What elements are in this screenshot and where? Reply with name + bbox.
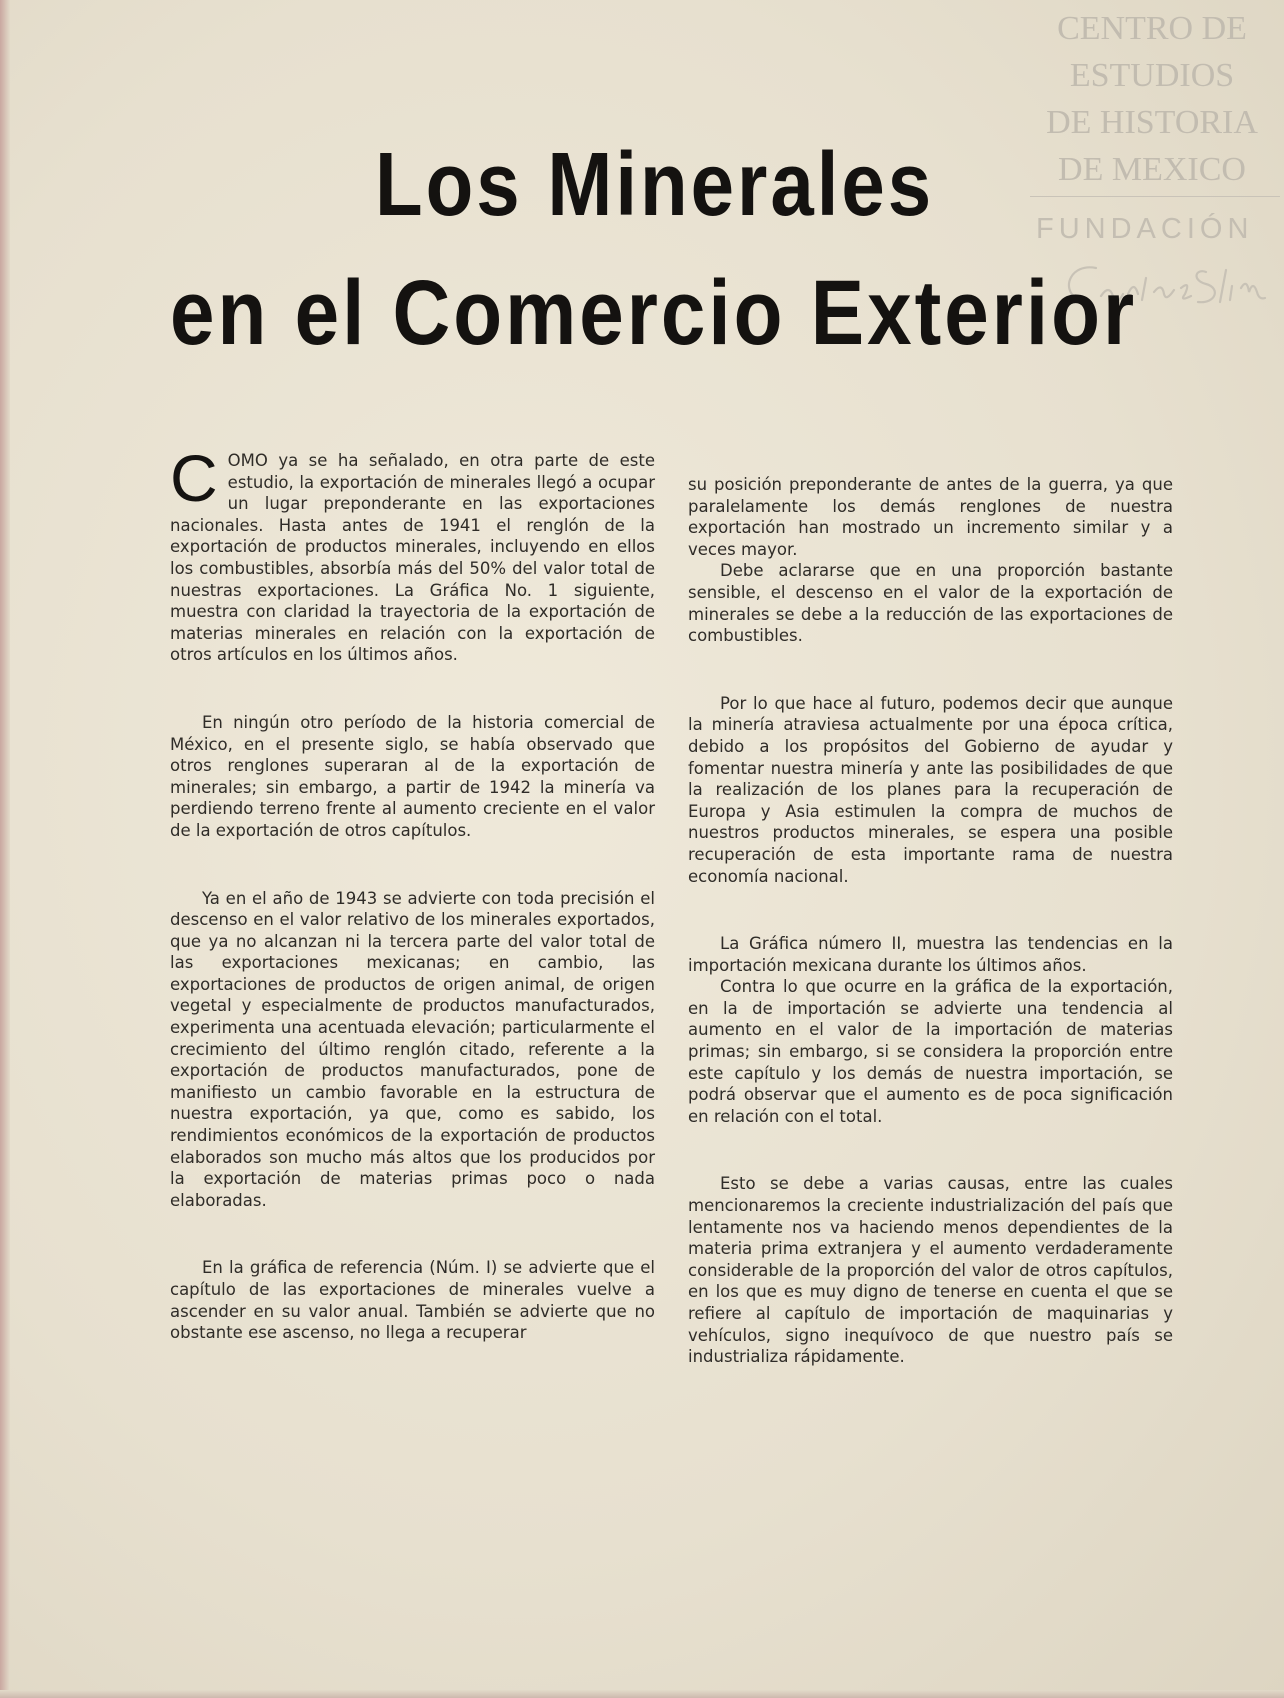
watermark-signature-text: Carlos Slim bbox=[1056, 243, 1146, 262]
paragraph: Ya en el año de 1943 se advierte con toda precisión el descenso en el valor relativo de los minerales exportados, que ya no alcanzan ni la tercera parte del valor total de las exportaciones mexicanas; en cambio, las exportaciones de productos de origen animal, de origen vegetal y especialmente de productos manufacturados, experimenta una acentuada elevación; particularmente el crecimiento del último renglón citado, referente a la exportación de productos manufacturados, pone de manifiesto un cambio favorable en la estructura de nuestra exportación, ya que, como es sabido, los rendimientos económicos de la exportación de productos elaborados son mucho más altos que los producidos por la exportación de materias primas poco o nada elaboradas. bbox=[170, 888, 655, 1210]
paragraph: La Gráfica número II, muestra las tendencias en la importación mexicana durante los últimos años. bbox=[688, 934, 1173, 975]
paragraph: Esto se debe a varias causas, entre las cuales mencionaremos la creciente industrialización del país que lentamente nos va haciendo menos dependientes de la materia prima extranjera y el aumento verdaderamente considerable de la proporción del valor de otros capítulos, en los que es muy digno de tenerse en cuenta el que se refiere al capítulo de importación de maquinarias y vehículos, signo inequívoco de que nuestro país se industrializa rápidamente. bbox=[688, 1174, 1173, 1367]
paragraph bbox=[170, 441, 655, 666]
paragraph: Por lo que hace al futuro, podemos decir que aunque la minería atraviesa actualmente por una época crítica, debido a los propósitos del Gobierno de ayudar y fomentar nuestra minería y ante las posibilidades de que la realización de los planes para la recuperación de Europa y Asia estimulen la compra de muchos de nuestros productos minerales, se espera una posible recuperación de esta importante rama de nuestra economía nacional. bbox=[688, 693, 1173, 886]
watermark-line: ESTUDIOS bbox=[1069, 57, 1235, 94]
watermark-line: DE MEXICO bbox=[1058, 151, 1246, 188]
paragraph: En ningún otro período de la historia comercial de México, en el presente siglo, se había observado que otros renglones superaran al de la exportación de minerales; sin embargo, a partir de 1942 la minería va perdiendo terreno frente al aumento creciente en el valor de la exportación de otros capítulos. bbox=[170, 712, 655, 840]
page-bottom-edge bbox=[0, 1690, 1284, 1698]
paragraph: En la gráfica de referencia (Núm. I) se advierte que el capítulo de las exportaciones de minerales vuelve a ascender en su valor anual. También se advierte que no obstante ese ascenso, no llega a recuperar bbox=[170, 1258, 655, 1343]
article-right-column bbox=[688, 474, 1173, 1368]
archive-watermark bbox=[1020, 5, 1284, 193]
paragraph: Debe aclararse que en una proporción bastante sensible, el descenso en el valor de la exportación de minerales se debe a la reducción de las exportaciones de combustibles. bbox=[688, 561, 1173, 646]
watermark-line: CENTRO DE bbox=[1057, 10, 1247, 47]
watermark-fundacion: FUNDACIÓN bbox=[1036, 213, 1254, 245]
paragraph: su posición preponderante de antes de la guerra, ya que paralelamente los demás renglones de nuestra exportación han mostrado un incremento similar y a veces mayor. bbox=[688, 475, 1173, 559]
page-left-edge bbox=[0, 0, 10, 1698]
watermark-divider bbox=[1030, 196, 1280, 197]
paragraph-text: OMO ya se ha señalado, en otra parte de este estudio, la exportación de minerales llegó a ocupar un lugar preponderante en las exportaciones nacionales. Hasta antes de 1941 el renglón de la exportación de productos minerales, incluyendo en ellos los combustibles, absorbía más del 50% del valor total de nuestras exportaciones. La Gráfica No. 1 siguiente, muestra con claridad la trayectoria de la exportación de materias minerales en relación con la exportación de otros artículos en los últimos años. bbox=[170, 451, 655, 665]
article-title-line-1: Los Minerales bbox=[375, 133, 935, 235]
paragraph: Contra lo que ocurre en la gráfica de la exportación, en la de importación se advierte una tendencia al aumento en el valor de la importación de materias primas; sin embargo, si se considera la proporción entre este capítulo y los demás de nuestra importación, se podrá observar que el aumento es de poca significación en relación con el total. bbox=[688, 977, 1173, 1126]
watermark-line: DE HISTORIA bbox=[1046, 104, 1258, 141]
drop-cap: C bbox=[170, 441, 218, 515]
article-title-line-2: en el Comercio Exterior bbox=[170, 261, 1138, 364]
article-left-column bbox=[170, 441, 655, 1344]
